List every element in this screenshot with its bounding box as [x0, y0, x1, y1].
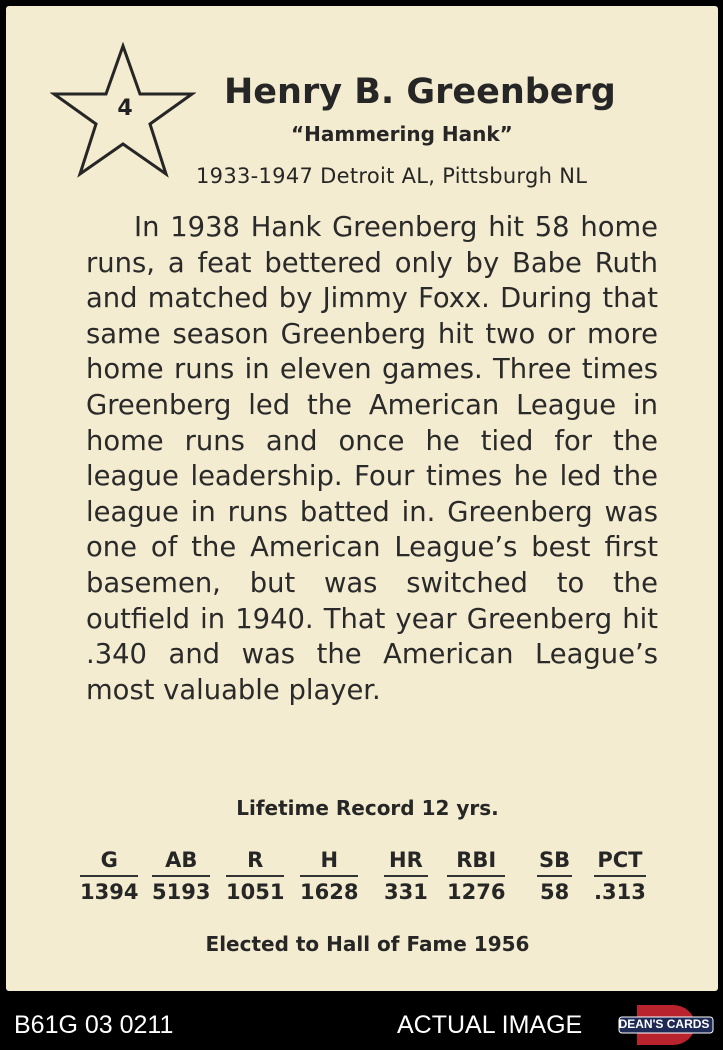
- stat-hr: [384, 848, 428, 904]
- hall-of-fame-note: Elected to Hall of Fame 1956: [205, 932, 530, 956]
- stat-pct: [594, 848, 646, 904]
- player-nickname: “Hammering Hank”: [291, 122, 513, 146]
- stat-value: 5193: [152, 880, 211, 904]
- stat-sb: [537, 848, 572, 904]
- stat-rbi: [447, 848, 505, 904]
- stat-label: H: [300, 848, 358, 877]
- stat-ab: [152, 848, 210, 904]
- player-name: Henry B. Greenberg: [224, 72, 616, 112]
- stat-h: [300, 848, 358, 904]
- player-teams: 1933-1947 Detroit AL, Pittsburgh NL: [196, 164, 588, 188]
- stat-value: .313: [594, 880, 646, 904]
- stat-value: 331: [384, 880, 428, 904]
- stat-r: [226, 848, 284, 904]
- card-number: 4: [117, 96, 133, 121]
- stat-g: [80, 848, 138, 904]
- card-back: [6, 6, 718, 991]
- lifetime-record-title: Lifetime Record 12 yrs.: [236, 796, 499, 820]
- player-bio: In 1938 Hank Greenberg hit 58 home runs, a feat bettered only by Babe Ruth and matched by Jimmy Foxx. During that same season Greenberg hit two or more home runs in eleven games. Three times Greenberg led the American League in home runs and once he tied for the league leadership. Four times he led the league in runs batted in. Greenberg was one of the American League’s best first basemen, but was switched to the outfield in 1940. That year Greenberg hit .340 and was the American League’s most valuable player.: [86, 212, 658, 706]
- stat-label: RBI: [447, 848, 505, 877]
- stats-table: [6, 848, 646, 908]
- stat-label: PCT: [594, 848, 646, 877]
- stat-value: 1628: [300, 880, 359, 904]
- stat-label: AB: [152, 848, 210, 877]
- stat-label: G: [80, 848, 138, 877]
- stat-label: SB: [537, 848, 572, 877]
- stat-value: 1394: [80, 880, 139, 904]
- stat-label: R: [226, 848, 284, 877]
- stat-value: 1276: [447, 880, 506, 904]
- stat-value: 58: [539, 880, 570, 904]
- logo-text: DEAN'S CARDS: [618, 1017, 710, 1031]
- stat-label: HR: [384, 848, 428, 877]
- stat-value: 1051: [226, 880, 285, 904]
- inventory-id: B61G 03 0211: [14, 1011, 174, 1039]
- actual-image-label: ACTUAL IMAGE: [397, 1011, 583, 1039]
